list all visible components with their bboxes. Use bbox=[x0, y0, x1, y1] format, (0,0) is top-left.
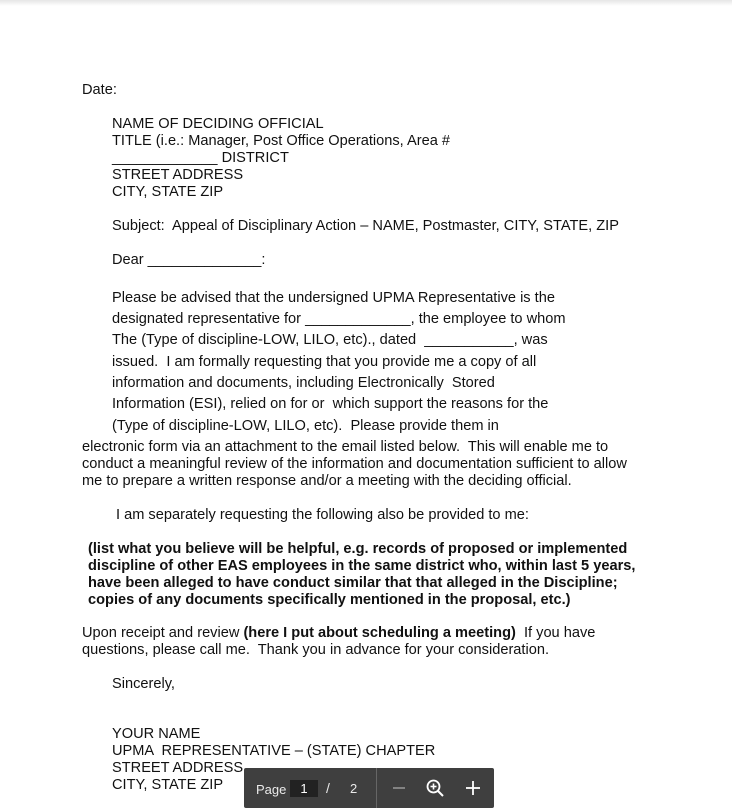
zoom-fit-button[interactable] bbox=[423, 776, 447, 800]
recipient-district: _____________ DISTRICT bbox=[112, 150, 289, 166]
bold-list-line: discipline of other EAS employees in the same district who, within last 5 years, bbox=[88, 558, 636, 574]
zoom-in-button[interactable] bbox=[461, 776, 485, 800]
current-page-input[interactable]: 1 bbox=[290, 780, 318, 797]
closing-prefix: Upon receipt and review bbox=[82, 625, 244, 641]
recipient-name: NAME OF DECIDING OFFICIAL bbox=[112, 116, 324, 132]
subject-line: Subject: Appeal of Disciplinary Action – NAME, Postmaster, CITY, STATE, ZIP bbox=[112, 218, 619, 234]
sincerely: Sincerely, bbox=[112, 676, 175, 692]
minus-icon bbox=[387, 776, 411, 800]
closing-line-2: questions, please call me. Thank you in advance for your consideration. bbox=[82, 642, 549, 658]
body-line: (Type of discipline-LOW, LILO, etc). Please provide them in bbox=[112, 418, 499, 434]
date-label: Date: bbox=[82, 82, 117, 98]
recipient-title: TITLE (i.e.: Manager, Post Office Operations, Area # bbox=[112, 133, 450, 149]
body-line: Information (ESI), relied on for or which support the reasons for the bbox=[112, 396, 549, 412]
magnifier-plus-icon bbox=[423, 776, 447, 800]
zoom-out-button[interactable] bbox=[387, 776, 411, 800]
body-line: conduct a meaningful review of the information and documentation sufficient to allow bbox=[82, 456, 627, 472]
separate-request: I am separately requesting the following also be provided to me: bbox=[116, 507, 529, 523]
body-line: me to prepare a written response and/or a meeting with the deciding official. bbox=[82, 473, 572, 489]
body-line: Please be advised that the undersigned UPMA Representative is the bbox=[112, 290, 555, 306]
closing-bold: (here I put about scheduling a meeting) bbox=[243, 625, 516, 641]
salutation: Dear ______________: bbox=[112, 252, 266, 268]
body-line: electronic form via an attachment to the email listed below. This will enable me to bbox=[82, 439, 609, 455]
page-label: Page bbox=[256, 782, 287, 797]
signature-street: STREET ADDRESS bbox=[112, 760, 244, 776]
bold-list-line: copies of any documents specifically mentioned in the proposal, etc.) bbox=[88, 592, 571, 608]
page-separator: / bbox=[326, 780, 330, 796]
signature-title: UPMA REPRESENTATIVE – (STATE) CHAPTER bbox=[112, 743, 436, 759]
body-line: designated representative for _____________, the employee to whom bbox=[112, 311, 566, 327]
recipient-city: CITY, STATE ZIP bbox=[112, 184, 224, 200]
toolbar-divider bbox=[376, 768, 377, 808]
plus-icon bbox=[461, 776, 485, 800]
body-line: information and documents, including Electronically Stored bbox=[112, 375, 495, 391]
total-pages: 2 bbox=[350, 781, 358, 796]
signature-name: YOUR NAME bbox=[112, 726, 201, 742]
closing-suffix: If you have bbox=[515, 625, 596, 641]
bold-list-line: (list what you believe will be helpful, e.g. records of proposed or implemented bbox=[88, 541, 628, 557]
body-line: issued. I am formally requesting that you provide me a copy of all bbox=[112, 354, 537, 370]
signature-city: CITY, STATE ZIP bbox=[112, 777, 224, 793]
body-line: The (Type of discipline-LOW, LILO, etc)., dated ___________, was bbox=[112, 332, 548, 348]
closing-line-1 bbox=[82, 625, 595, 642]
bold-list-line: have been alleged to have conduct similar that that alleged in the Discipline; bbox=[88, 575, 618, 591]
recipient-street: STREET ADDRESS bbox=[112, 167, 244, 183]
page-toolbar bbox=[244, 768, 494, 808]
